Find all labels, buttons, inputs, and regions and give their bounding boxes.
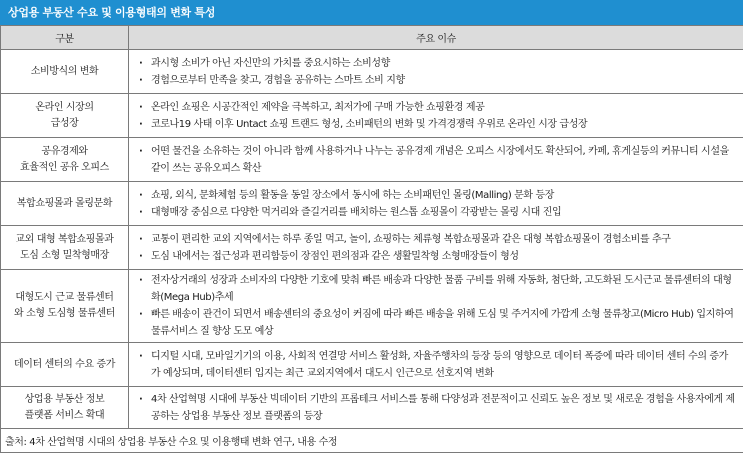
table-row bbox=[1, 138, 743, 182]
table-title: 상업용 부동산 수요 및 이용형태의 변화 특성 bbox=[0, 0, 743, 25]
issue-item: · 코로나19 사태 이후 Untact 쇼핑 트랜드 형성, 소비패턴의 변화 및 가격경쟁력 우위로 온라인 시장 급성장 bbox=[139, 116, 735, 133]
table-row bbox=[1, 270, 743, 343]
header-issues: 주요 이슈 bbox=[129, 26, 743, 50]
issue-list bbox=[139, 187, 735, 221]
source-note: 출처: 4차 산업혁명 시대의 상업용 부동산 수요 및 이용행태 변화 연구, 내용 수정 bbox=[1, 429, 743, 453]
table-row bbox=[1, 182, 743, 226]
table-row bbox=[1, 94, 743, 138]
row-category-line: 소비방식의 변화 bbox=[30, 65, 99, 77]
table-row bbox=[1, 387, 743, 429]
table-header-row bbox=[1, 26, 743, 50]
table-row bbox=[1, 226, 743, 270]
row-category-line: 급성장 bbox=[50, 117, 79, 129]
row-category bbox=[1, 270, 129, 343]
issue-item: · 온라인 쇼핑은 시공간적인 제약을 극복하고, 최저가에 구매 가능한 쇼핑환경 제공 bbox=[139, 99, 735, 116]
table-row bbox=[1, 50, 743, 94]
row-category bbox=[1, 387, 129, 429]
row-category-line: 공유경제와 bbox=[41, 145, 88, 157]
row-category-line: 효율적인 공유 오피스 bbox=[20, 161, 109, 173]
issue-list bbox=[139, 99, 735, 133]
issue-item: · 어떤 물건을 소유하는 것이 아니라 함께 사용하거나 나누는 공유경제 개념은 오피스 시장에서도 확산되어, 카페, 휴게실등의 커뮤니티 시설을 같이 쓰는 공유오피스 확산 bbox=[139, 143, 735, 177]
row-issues bbox=[129, 182, 743, 226]
table-body bbox=[1, 50, 743, 429]
source-row bbox=[1, 429, 743, 453]
row-issues bbox=[129, 387, 743, 429]
issue-item: · 전자상거래의 성장과 소비자의 다양한 기호에 맞춰 빠른 배송과 다양한 물품 구비를 위해 자동화, 첨단화, 고도화된 도시근교 물류센터의 대형화(Mega Hub)추세 bbox=[139, 272, 735, 306]
issue-item: · 쇼핑, 외식, 문화체험 등의 활동을 동일 장소에서 동시에 하는 소비패턴인 몰링(Malling) 문화 등장 bbox=[139, 187, 735, 204]
row-category bbox=[1, 138, 129, 182]
row-category-line: 플랫폼 서비스 확대 bbox=[24, 409, 105, 421]
issue-item: · 대형매장 중심으로 다양한 먹거리와 즐길거리를 배치하는 원스톱 쇼핑몰이 각광받는 몰링 시대 진입 bbox=[139, 204, 735, 221]
issue-list bbox=[139, 348, 735, 382]
issue-item: · 교통이 편리한 교외 지역에서는 하루 종일 먹고, 놀이, 쇼핑하는 체류형 복합쇼핑몰과 같은 대형 복합쇼핑몰이 경험소비를 추구 bbox=[139, 231, 735, 248]
row-category-line: 데이터 센터의 수요 증가 bbox=[14, 358, 115, 370]
issue-item: · 과시형 소비가 아닌 자신만의 가치를 중요시하는 소비성향 bbox=[139, 55, 735, 72]
issue-item: · 도심 내에서는 접근성과 편리함등이 장점인 편의점과 같은 생활밀착형 소형매장들이 형성 bbox=[139, 248, 735, 265]
issue-item: · 디지털 시대, 모바일기기의 이용, 사회적 연결망 서비스 활성화, 자율주행차의 등장 등의 영향으로 데이터 폭증에 따라 데이터 센터 수의 증가가 예상되며, 데이터센터 입지는 최근 교외지역에서 대도시 인근으로 선호지역 변화 bbox=[139, 348, 735, 382]
issue-list bbox=[139, 272, 735, 340]
issue-item: · 4차 산업혁명 시대에 부동산 빅데이터 기반의 프롭테크 서비스를 통해 다양성과 전문적이고 신뢰도 높은 정보 및 새로운 경험을 사용자에게 제공하는 상업용 부동산 정보 플랫폼의 등장 bbox=[139, 391, 735, 425]
row-category bbox=[1, 182, 129, 226]
row-category-line: 도심 소형 밀착형매장 bbox=[20, 249, 109, 261]
issues-table bbox=[0, 25, 743, 453]
header-category: 구분 bbox=[1, 26, 129, 50]
row-issues bbox=[129, 270, 743, 343]
issue-list bbox=[139, 143, 735, 177]
row-category bbox=[1, 94, 129, 138]
row-category bbox=[1, 50, 129, 94]
issue-item: · 경험으로부터 만족을 찾고, 경험을 공유하는 스마트 소비 지향 bbox=[139, 72, 735, 89]
row-category-line: 교외 대형 복합쇼핑몰과 bbox=[15, 233, 114, 245]
issue-list bbox=[139, 55, 735, 89]
issue-list bbox=[139, 391, 735, 425]
row-category-line: 와 소형 도심형 물류센터 bbox=[14, 308, 115, 319]
issue-list bbox=[139, 231, 735, 265]
table-row bbox=[1, 343, 743, 387]
row-category bbox=[1, 226, 129, 270]
row-issues bbox=[129, 226, 743, 270]
row-issues bbox=[129, 138, 743, 182]
issue-item: · 빠른 배송이 관건이 되면서 배송센터의 중요성이 커짐에 따라 빠른 배송을 위해 도심 및 주거지에 가깝게 소형 물류창고(Micro Hub) 입지하여 물류서비스 질 향상 도모 예상 bbox=[139, 306, 735, 340]
row-category-line: 대형도시 근교 물류센터 bbox=[15, 292, 114, 303]
row-category-line: 상업용 부동산 정보 bbox=[24, 393, 105, 405]
row-issues bbox=[129, 50, 743, 94]
row-issues bbox=[129, 343, 743, 387]
row-category bbox=[1, 343, 129, 387]
row-issues bbox=[129, 94, 743, 138]
row-category-line: 복합쇼핑몰과 몰링문화 bbox=[16, 197, 113, 209]
row-category-line: 온라인 시장의 bbox=[35, 101, 94, 113]
